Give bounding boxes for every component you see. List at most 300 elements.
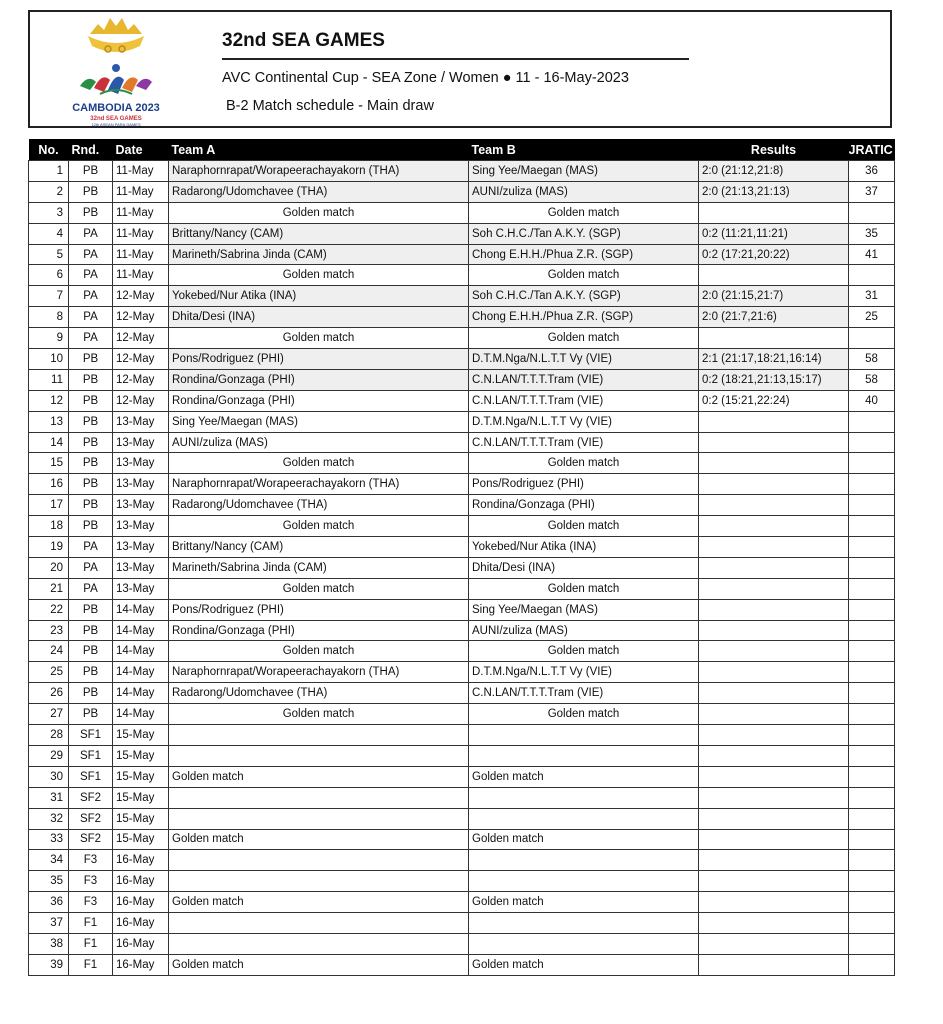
cell-team-b: Soh C.H.C./Tan A.K.Y. (SGP) (469, 286, 699, 307)
cell-date: 15-May (113, 787, 169, 808)
col-header-round: Rnd. (69, 139, 113, 161)
cell-date: 15-May (113, 829, 169, 850)
cell-date: 13-May (113, 537, 169, 558)
cell-round: SF2 (69, 829, 113, 850)
table-row (29, 557, 895, 578)
cell-round: SF1 (69, 725, 113, 746)
table-row (29, 599, 895, 620)
cell-no: 14 (29, 432, 69, 453)
table-row (29, 265, 895, 286)
cell-no: 23 (29, 620, 69, 641)
cell-no: 6 (29, 265, 69, 286)
cell-team-a: Radarong/Udomchavee (THA) (169, 181, 469, 202)
cell-duration (849, 265, 895, 286)
cell-team-b (469, 850, 699, 871)
cell-results (699, 328, 849, 349)
cell-duration (849, 411, 895, 432)
cell-date: 15-May (113, 725, 169, 746)
cell-no: 5 (29, 244, 69, 265)
cell-team-b (469, 725, 699, 746)
cell-duration (849, 808, 895, 829)
cell-round: F3 (69, 850, 113, 871)
cell-date: 16-May (113, 850, 169, 871)
cell-duration (849, 766, 895, 787)
cell-results (699, 892, 849, 913)
cell-team-a: Golden match (169, 954, 469, 975)
table-row (29, 745, 895, 766)
table-row (29, 307, 895, 328)
cell-team-b (469, 787, 699, 808)
table-row (29, 829, 895, 850)
cell-results: 0:2 (15:21,22:24) (699, 390, 849, 411)
logo-text: CAMBODIA 2023 (72, 102, 160, 114)
cell-date: 12-May (113, 349, 169, 370)
cell-results (699, 766, 849, 787)
cell-team-a: Brittany/Nancy (CAM) (169, 537, 469, 558)
table-row (29, 161, 895, 182)
cell-date: 16-May (113, 871, 169, 892)
cell-team-a: Pons/Rodriguez (PHI) (169, 599, 469, 620)
cell-team-b: Dhita/Desi (INA) (469, 557, 699, 578)
cell-results: 0:2 (11:21,11:21) (699, 223, 849, 244)
cell-duration (849, 704, 895, 725)
cell-team-a (169, 933, 469, 954)
cell-team-a: Golden match (169, 641, 469, 662)
cell-round: PB (69, 495, 113, 516)
cell-date: 14-May (113, 662, 169, 683)
cell-team-b: C.N.LAN/T.T.T.Tram (VIE) (469, 390, 699, 411)
cell-round: PA (69, 286, 113, 307)
cell-team-a: Golden match (169, 829, 469, 850)
cell-results: 0:2 (17:21,20:22) (699, 244, 849, 265)
cell-team-b: Golden match (469, 516, 699, 537)
cell-duration: 37 (849, 181, 895, 202)
table-row (29, 578, 895, 599)
cell-team-b: C.N.LAN/T.T.T.Tram (VIE) (469, 432, 699, 453)
cell-no: 7 (29, 286, 69, 307)
cell-date: 11-May (113, 161, 169, 182)
table-row (29, 453, 895, 474)
cell-round: PB (69, 411, 113, 432)
cell-duration (849, 829, 895, 850)
cell-date: 13-May (113, 516, 169, 537)
cell-no: 18 (29, 516, 69, 537)
col-header-results: Results (699, 139, 849, 161)
cell-round: PA (69, 328, 113, 349)
cell-no: 11 (29, 369, 69, 390)
cell-no: 8 (29, 307, 69, 328)
cell-results (699, 745, 849, 766)
match-schedule-table (28, 139, 895, 976)
cell-date: 12-May (113, 286, 169, 307)
cell-duration: 58 (849, 369, 895, 390)
cell-results: 2:0 (21:13,21:13) (699, 181, 849, 202)
cell-team-b: Soh C.H.C./Tan A.K.Y. (SGP) (469, 223, 699, 244)
cell-results (699, 787, 849, 808)
cell-team-b: D.T.M.Nga/N.L.T.T Vy (VIE) (469, 349, 699, 370)
table-row (29, 349, 895, 370)
cell-results (699, 578, 849, 599)
cell-duration (849, 662, 895, 683)
cell-duration (849, 432, 895, 453)
cell-team-b (469, 913, 699, 934)
cell-team-a: Rondina/Gonzaga (PHI) (169, 620, 469, 641)
cell-duration (849, 453, 895, 474)
cell-duration (849, 683, 895, 704)
table-row (29, 369, 895, 390)
cell-round: PB (69, 202, 113, 223)
cell-team-a: Yokebed/Nur Atika (INA) (169, 286, 469, 307)
cell-date: 12-May (113, 328, 169, 349)
cell-team-b: Pons/Rodriguez (PHI) (469, 474, 699, 495)
cell-duration (849, 328, 895, 349)
cell-round: PB (69, 620, 113, 641)
cell-team-b: Chong E.H.H./Phua Z.R. (SGP) (469, 244, 699, 265)
cell-team-b: Sing Yee/Maegan (MAS) (469, 161, 699, 182)
cell-results (699, 557, 849, 578)
cell-round: PB (69, 181, 113, 202)
table-row (29, 516, 895, 537)
cell-date: 13-May (113, 557, 169, 578)
cell-round: PB (69, 161, 113, 182)
competition-subtitle: AVC Continental Cup - SEA Zone / Women ● 11 - 16-May-2023 (222, 70, 629, 86)
table-row (29, 704, 895, 725)
table-row (29, 933, 895, 954)
cell-team-a: Naraphornrapat/Worapeerachayakorn (THA) (169, 161, 469, 182)
cell-date: 16-May (113, 913, 169, 934)
cell-team-b: Golden match (469, 578, 699, 599)
cell-no: 29 (29, 745, 69, 766)
cell-team-a: Golden match (169, 328, 469, 349)
cell-team-a: Rondina/Gonzaga (PHI) (169, 369, 469, 390)
cell-team-b: D.T.M.Nga/N.L.T.T Vy (VIE) (469, 662, 699, 683)
cell-results (699, 620, 849, 641)
cell-duration: 25 (849, 307, 895, 328)
cell-date: 14-May (113, 599, 169, 620)
cell-no: 15 (29, 453, 69, 474)
cell-team-b: Golden match (469, 829, 699, 850)
cell-duration (849, 578, 895, 599)
cell-results (699, 683, 849, 704)
cell-team-b: AUNI/zuliza (MAS) (469, 620, 699, 641)
cell-date: 16-May (113, 933, 169, 954)
cell-team-b: C.N.LAN/T.T.T.Tram (VIE) (469, 369, 699, 390)
table-row (29, 244, 895, 265)
cell-results (699, 704, 849, 725)
cell-no: 4 (29, 223, 69, 244)
cell-team-b: Chong E.H.H./Phua Z.R. (SGP) (469, 307, 699, 328)
cell-team-b (469, 933, 699, 954)
cell-round: PB (69, 474, 113, 495)
cell-round: PB (69, 453, 113, 474)
cell-results (699, 411, 849, 432)
header-box (28, 10, 892, 128)
cell-no: 28 (29, 725, 69, 746)
cell-no: 38 (29, 933, 69, 954)
cell-date: 13-May (113, 578, 169, 599)
cell-team-a: Radarong/Udomchavee (THA) (169, 495, 469, 516)
cell-no: 22 (29, 599, 69, 620)
cell-results (699, 432, 849, 453)
cell-date: 16-May (113, 892, 169, 913)
cell-round: PA (69, 265, 113, 286)
cell-team-b: Golden match (469, 766, 699, 787)
cell-team-a (169, 871, 469, 892)
cell-no: 19 (29, 537, 69, 558)
cell-team-b: Golden match (469, 704, 699, 725)
cell-duration (849, 850, 895, 871)
cell-duration (849, 599, 895, 620)
cell-results (699, 871, 849, 892)
cell-round: PB (69, 704, 113, 725)
cell-date: 11-May (113, 244, 169, 265)
cell-team-a: Marineth/Sabrina Jinda (CAM) (169, 244, 469, 265)
cell-round: PB (69, 432, 113, 453)
col-header-duration: JRATIC (849, 139, 895, 161)
cell-team-a: Dhita/Desi (INA) (169, 307, 469, 328)
cell-team-b: Sing Yee/Maegan (MAS) (469, 599, 699, 620)
table-row (29, 787, 895, 808)
cell-no: 32 (29, 808, 69, 829)
cell-team-b (469, 808, 699, 829)
cell-team-a: Golden match (169, 892, 469, 913)
cell-results (699, 474, 849, 495)
logo-subtext-2: 12th ASEAN PARA GAMES (91, 122, 141, 127)
cell-team-b: AUNI/zuliza (MAS) (469, 181, 699, 202)
cell-round: F3 (69, 871, 113, 892)
cell-round: SF1 (69, 745, 113, 766)
cell-team-a (169, 850, 469, 871)
table-row (29, 432, 895, 453)
cell-no: 33 (29, 829, 69, 850)
table-row (29, 641, 895, 662)
cell-team-a: Golden match (169, 704, 469, 725)
cell-no: 2 (29, 181, 69, 202)
cell-duration: 40 (849, 390, 895, 411)
table-row (29, 411, 895, 432)
table-body (29, 161, 895, 976)
cell-team-b (469, 871, 699, 892)
cell-results (699, 599, 849, 620)
cell-no: 21 (29, 578, 69, 599)
table-row (29, 328, 895, 349)
table-row (29, 181, 895, 202)
cell-no: 12 (29, 390, 69, 411)
cell-team-b: Rondina/Gonzaga (PHI) (469, 495, 699, 516)
cell-duration: 35 (849, 223, 895, 244)
cell-duration: 36 (849, 161, 895, 182)
cell-results (699, 453, 849, 474)
cell-results (699, 829, 849, 850)
cell-team-a: Naraphornrapat/Worapeerachayakorn (THA) (169, 662, 469, 683)
cell-date: 14-May (113, 620, 169, 641)
cell-no: 13 (29, 411, 69, 432)
cell-results (699, 537, 849, 558)
cell-round: SF2 (69, 808, 113, 829)
cell-no: 9 (29, 328, 69, 349)
cell-round: SF1 (69, 766, 113, 787)
table-row (29, 620, 895, 641)
table-row (29, 913, 895, 934)
cell-round: F1 (69, 954, 113, 975)
cell-date: 14-May (113, 704, 169, 725)
cell-results: 2:1 (21:17,18:21,16:14) (699, 349, 849, 370)
cell-round: PB (69, 599, 113, 620)
cell-duration: 41 (849, 244, 895, 265)
cell-date: 13-May (113, 474, 169, 495)
cell-results (699, 641, 849, 662)
table-row (29, 223, 895, 244)
cell-results (699, 202, 849, 223)
cell-date: 11-May (113, 223, 169, 244)
cell-team-b: Golden match (469, 641, 699, 662)
cell-duration (849, 725, 895, 746)
cell-duration (849, 202, 895, 223)
cell-results (699, 725, 849, 746)
cell-team-b (469, 745, 699, 766)
table-row (29, 892, 895, 913)
sea-games-logo (60, 16, 172, 128)
cell-round: PB (69, 369, 113, 390)
cell-team-b: C.N.LAN/T.T.T.Tram (VIE) (469, 683, 699, 704)
table-row (29, 725, 895, 746)
cell-round: PB (69, 390, 113, 411)
cell-duration: 58 (849, 349, 895, 370)
cell-results: 2:0 (21:12,21:8) (699, 161, 849, 182)
cell-team-b: Golden match (469, 954, 699, 975)
cell-no: 37 (29, 913, 69, 934)
cell-round: PA (69, 537, 113, 558)
cell-team-a (169, 725, 469, 746)
cell-date: 11-May (113, 181, 169, 202)
schedule-subtitle: B-2 Match schedule - Main draw (226, 98, 434, 114)
table-row (29, 537, 895, 558)
cell-results (699, 933, 849, 954)
cell-round: PB (69, 662, 113, 683)
cell-results (699, 913, 849, 934)
cell-team-a: Brittany/Nancy (CAM) (169, 223, 469, 244)
cell-duration (849, 620, 895, 641)
cell-team-a: Marineth/Sabrina Jinda (CAM) (169, 557, 469, 578)
cell-results: 2:0 (21:7,21:6) (699, 307, 849, 328)
cell-date: 12-May (113, 307, 169, 328)
cell-duration (849, 474, 895, 495)
cell-results: 0:2 (18:21,21:13,15:17) (699, 369, 849, 390)
cell-team-a: Golden match (169, 516, 469, 537)
logo-subtext: 32nd SEA GAMES (90, 116, 142, 122)
cell-duration (849, 495, 895, 516)
cell-team-a: Golden match (169, 766, 469, 787)
cell-no: 31 (29, 787, 69, 808)
cell-no: 3 (29, 202, 69, 223)
cell-date: 15-May (113, 766, 169, 787)
cell-date: 16-May (113, 954, 169, 975)
cell-date: 13-May (113, 411, 169, 432)
cell-date: 12-May (113, 369, 169, 390)
cell-no: 17 (29, 495, 69, 516)
table-row (29, 286, 895, 307)
cell-round: PA (69, 223, 113, 244)
cell-no: 30 (29, 766, 69, 787)
cell-round: F1 (69, 913, 113, 934)
table-row (29, 850, 895, 871)
cell-date: 11-May (113, 265, 169, 286)
cell-results: 2:0 (21:15,21:7) (699, 286, 849, 307)
table-row (29, 495, 895, 516)
cell-date: 11-May (113, 202, 169, 223)
cell-round: F1 (69, 933, 113, 954)
cell-round: PA (69, 307, 113, 328)
title-divider (222, 58, 689, 60)
page-title: 32nd SEA GAMES (222, 30, 385, 51)
cell-duration (849, 787, 895, 808)
cell-no: 25 (29, 662, 69, 683)
table-row (29, 954, 895, 975)
table-row (29, 202, 895, 223)
cell-team-b: Golden match (469, 265, 699, 286)
col-header-team-b: Team B (469, 139, 699, 161)
table-row (29, 766, 895, 787)
table-row (29, 474, 895, 495)
col-header-team-a: Team A (169, 139, 469, 161)
cell-team-a (169, 745, 469, 766)
col-header-date: Date (113, 139, 169, 161)
cell-date: 13-May (113, 453, 169, 474)
cell-team-a: AUNI/zuliza (MAS) (169, 432, 469, 453)
cell-team-a: Golden match (169, 202, 469, 223)
cell-date: 14-May (113, 683, 169, 704)
cell-no: 26 (29, 683, 69, 704)
cell-team-b: Golden match (469, 202, 699, 223)
cell-date: 12-May (113, 390, 169, 411)
cell-team-a (169, 787, 469, 808)
table-row (29, 808, 895, 829)
col-header-no: No. (29, 139, 69, 161)
cell-results (699, 495, 849, 516)
cell-team-b: Yokebed/Nur Atika (INA) (469, 537, 699, 558)
cell-date: 13-May (113, 495, 169, 516)
cell-duration (849, 933, 895, 954)
cell-team-a (169, 913, 469, 934)
cell-no: 27 (29, 704, 69, 725)
cell-team-a: Rondina/Gonzaga (PHI) (169, 390, 469, 411)
cell-round: PB (69, 641, 113, 662)
cell-team-a (169, 808, 469, 829)
cell-round: PA (69, 557, 113, 578)
cell-duration (849, 913, 895, 934)
cell-team-a: Golden match (169, 578, 469, 599)
table-row (29, 871, 895, 892)
table-header-row (29, 139, 895, 161)
cell-team-b: D.T.M.Nga/N.L.T.T Vy (VIE) (469, 411, 699, 432)
cell-no: 24 (29, 641, 69, 662)
cell-team-a: Pons/Rodriguez (PHI) (169, 349, 469, 370)
cell-round: PB (69, 683, 113, 704)
table-row (29, 683, 895, 704)
cell-duration: 31 (849, 286, 895, 307)
cell-round: SF2 (69, 787, 113, 808)
cell-round: PA (69, 578, 113, 599)
table-row (29, 662, 895, 683)
cell-no: 20 (29, 557, 69, 578)
cell-team-b: Golden match (469, 453, 699, 474)
cell-no: 34 (29, 850, 69, 871)
cell-results (699, 954, 849, 975)
cell-round: F3 (69, 892, 113, 913)
cell-results (699, 850, 849, 871)
cell-date: 15-May (113, 808, 169, 829)
cell-duration (849, 954, 895, 975)
